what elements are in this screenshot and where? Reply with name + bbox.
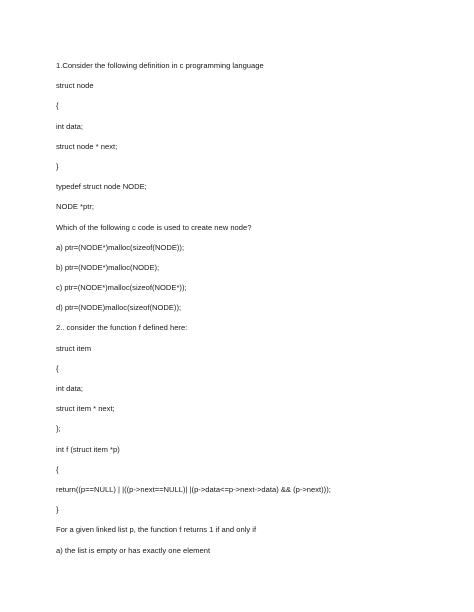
code-line: {	[56, 464, 59, 474]
code-line: struct node * next;	[56, 141, 118, 151]
code-line: int data;	[56, 121, 84, 131]
code-line: struct node	[56, 81, 94, 91]
code-line: struct item	[56, 343, 92, 353]
question-1-prompt: Which of the following c code is used to create new node?	[56, 222, 252, 232]
document-body	[56, 56, 454, 561]
code-line: return((p==NULL) | |((p->next==NULL)| |(p->data<=p->next->data) && (p->next)));	[56, 484, 331, 494]
code-line: int f (struct item *p)	[56, 444, 120, 454]
question-2-heading: 2.. consider the function f defined here:	[56, 323, 188, 333]
option-c: c) ptr=(NODE*)malloc(sizeof(NODE*));	[56, 283, 187, 293]
code-line: NODE *ptr;	[56, 202, 94, 212]
code-line: typedef struct node NODE;	[56, 182, 147, 192]
code-line: }	[56, 161, 59, 171]
option-a: a) ptr=(NODE*)malloc(sizeof(NODE));	[56, 242, 185, 252]
code-line: {	[56, 101, 59, 111]
option-b: b) ptr=(NODE*)malloc(NODE);	[56, 262, 160, 272]
code-line: int data;	[56, 384, 84, 393]
code-line: struct item * next;	[56, 404, 115, 414]
code-line: }	[56, 505, 59, 515]
option-a: a) the list is empty or has exactly one element	[56, 545, 211, 555]
question-2-prompt: For a given linked list p, the function f returns 1 if and only if	[56, 525, 257, 535]
code-line: };	[56, 424, 61, 434]
code-line: {	[56, 363, 59, 373]
question-1-heading: 1.Consider the following definition in c programming language	[56, 61, 264, 70]
option-d: d) ptr=(NODE)malloc(sizeof(NODE));	[56, 303, 182, 313]
